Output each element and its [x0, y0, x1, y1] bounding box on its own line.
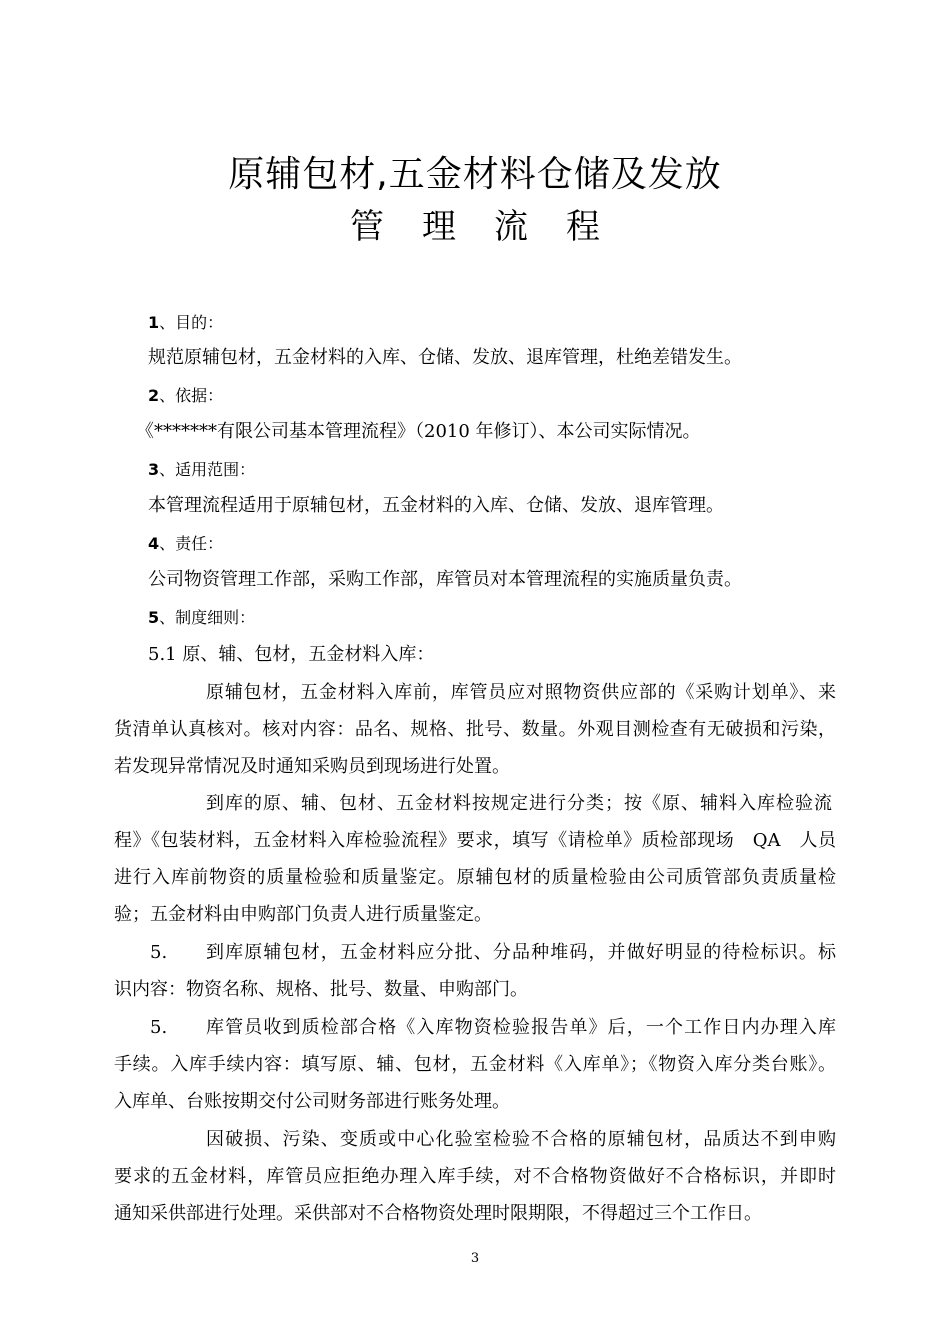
section-3-body: 本管理流程适用于原辅包材，五金材料的入库、仓储、发放、退库管理。 — [148, 495, 724, 516]
section-5-heading — [148, 605, 255, 631]
paragraph-2-line-2: 程》《包装材料，五金材料入库检验流程》要求，填写《请检单》质检部现场 QA 人员 — [114, 830, 836, 851]
paragraph-2-line-3: 进行入库前物资的质量检验和质量鉴定。原辅包材的质量检验由公司质管部负责质量检 — [114, 867, 836, 888]
paragraph-5-line-3: 通知采供部进行处理。采供部对不合格物资处理时限期限，不得超过三个工作日。 — [114, 1203, 762, 1224]
section-4-body: 公司物资管理工作部，采购工作部，库管员对本管理流程的实施质量负责。 — [148, 569, 742, 590]
paragraph-3-line-1: 到库原辅包材，五金材料应分批、分品种堆码，并做好明显的待检标识。标 — [206, 942, 836, 963]
paragraph-3-line-2: 识内容：物资名称、规格、批号、数量、申购部门。 — [114, 979, 528, 1000]
paragraph-3-number: 5. — [150, 942, 168, 963]
paragraph-1-line-3: 若发现异常情况及时通知采购员到现场进行处置。 — [114, 756, 510, 777]
paragraph-4-line-1: 库管员收到质检部合格《入库物资检验报告单》后，一个工作日内办理入库 — [206, 1017, 836, 1038]
section-4-heading — [148, 531, 223, 557]
section-2-number: 2 — [148, 386, 160, 405]
paragraph-2-line-4: 验；五金材料由申购部门负责人进行质量鉴定。 — [114, 904, 492, 925]
section-2-heading — [148, 383, 223, 409]
paragraph-4-line-3: 入库单、台账按期交付公司财务部进行账务处理。 — [114, 1091, 510, 1112]
section-2-label: 、依据： — [159, 386, 224, 405]
subsection-5-1-heading: 5.1 原、辅、包材，五金材料入库： — [148, 644, 435, 665]
section-4-number: 4 — [148, 534, 160, 553]
section-1-label: 、目的： — [159, 313, 224, 332]
paragraph-2-line-1: 到库的原、辅、包材、五金材料按规定进行分类；按《原、辅料入库检验流 — [206, 793, 832, 814]
paragraph-4-line-2: 手续。入库手续内容：填写原、辅、包材，五金材料《入库单》；《物资入库分类台账》。 — [114, 1054, 836, 1075]
page-number: 3 — [470, 1251, 480, 1266]
section-3-number: 3 — [148, 460, 160, 479]
section-5-label: 、制度细则： — [159, 608, 256, 627]
paragraph-1-line-2: 货清单认真核对。核对内容：品名、规格、批号、数量。外观目测检查有无破损和污染， — [114, 719, 836, 740]
section-1-heading — [148, 310, 223, 336]
section-4-label: 、责任： — [159, 534, 224, 553]
paragraph-5-line-2: 要求的五金材料，库管员应拒绝办理入库手续，对不合格物资做好不合格标识，并即时 — [114, 1166, 836, 1187]
paragraph-5-line-1: 因破损、污染、变质或中心化验室检验不合格的原辅包材，品质达不到申购 — [206, 1129, 836, 1150]
section-3-label: 、适用范围： — [159, 460, 256, 479]
paragraph-1-line-1: 原辅包材，五金材料入库前，库管员应对照物资供应部的《采购计划单》、来 — [206, 682, 836, 703]
section-5-number: 5 — [148, 608, 160, 627]
paragraph-4-number: 5. — [150, 1017, 168, 1038]
section-1-number: 1 — [148, 313, 160, 332]
section-3-heading — [148, 457, 255, 483]
section-1-body: 规范原辅包材，五金材料的入库、仓储、发放、退库管理，杜绝差错发生。 — [148, 347, 742, 368]
document-title-line1: 原辅包材,五金材料仓储及发放 — [228, 154, 722, 195]
document-title-line2: 管理流程 — [350, 207, 638, 247]
section-2-body: 《*******有限公司基本管理流程》（2010 年修订）、本公司实际情况。 — [136, 421, 701, 442]
